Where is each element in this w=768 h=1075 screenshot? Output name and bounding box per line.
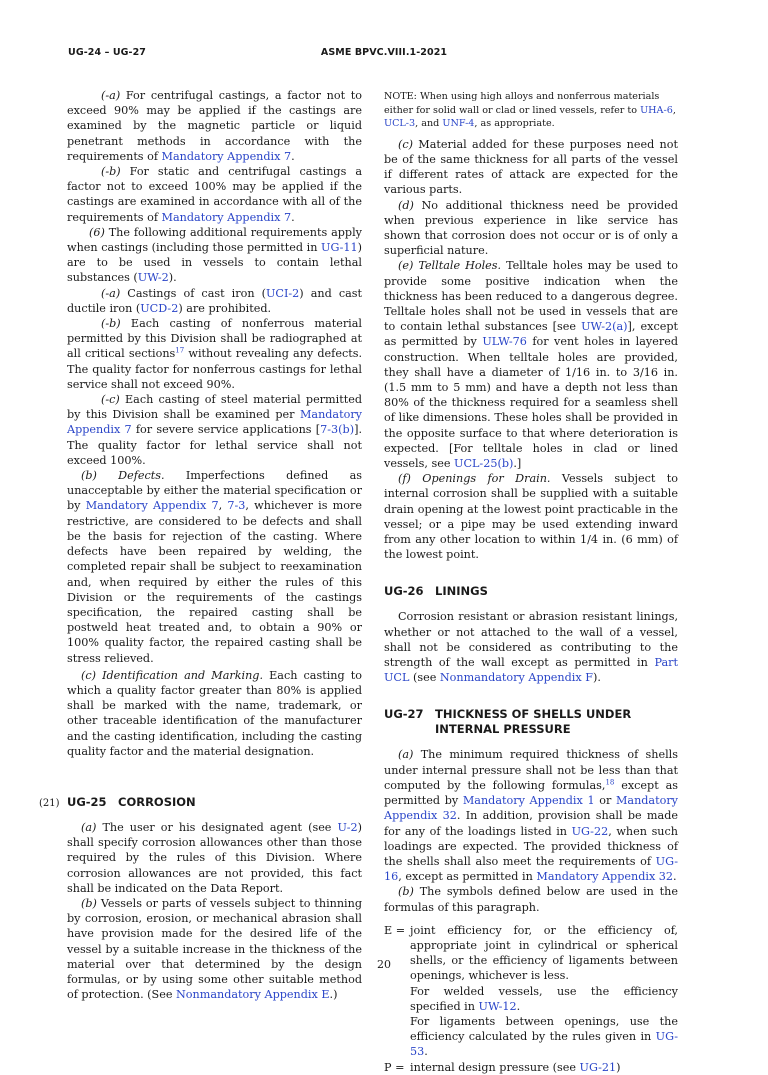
link-ug-22[interactable]: UG-22 (571, 824, 609, 838)
paragraph: (a) The user or his designated agent (see U-2) shall specify corrosion allowances other than those required by the rules of this Division. Where corrosion allowances are not provided, this fact shall be indicated on the Data Report. (67, 820, 362, 895)
revision-mark: (21) (39, 797, 60, 809)
left-column (39, 88, 362, 1002)
symbol-definitions (384, 923, 678, 1075)
link-mandatory-appendix-7[interactable]: Mandatory Appendix 7 (161, 149, 292, 163)
fraction: 3/16 (632, 365, 658, 379)
link-7-3[interactable]: 7-3 (227, 499, 246, 513)
link-uci-2[interactable]: UCI-2 (265, 286, 300, 300)
paragraph: (-a) Castings of cast iron (UCI-2) and cast ductile iron (UCD-2) are prohibited. (67, 286, 362, 315)
link-ug-11[interactable]: UG-11 (321, 241, 358, 255)
footnote-ref-17[interactable]: 17 (175, 346, 185, 355)
section-heading-ug-27: UG-27 THICKNESS OF SHELLS UNDER INTERNAL PRESSURE (384, 707, 632, 737)
paragraph: (e) Telltale Holes. Telltale holes may be used to provide some positive indication when the thickness has been reduced to a dangerous degree. Telltale holes shall not be used in vessels that are to contain lethal substances [see UW-2(a)], except as permitted by ULW-76 for vent holes in layered construction. When telltale holes are provided, they shall have a diameter of 1/16 in. to 3/16 in. (1.5 mm to 5 mm) and have a depth not less than 80% of the thickness required for a seamless shell of like dimensions. These holes shall be provided in the opposite surface to that where deterioration is expected. [For telltale holes in clad or lined vessels, see UCL-25(b).] (384, 259, 679, 471)
link-nonmandatory-appendix-e[interactable]: Nonmandatory Appendix E (176, 988, 330, 1002)
link-ug-21[interactable]: UG-21 (579, 1060, 617, 1074)
paragraph: (c) Identification and Marking. Each casting to which a quality factor greater than 80% is applied shall be marked with the name, trademark, or other traceable identification of the manufacturer and the casting identification, including the casting quality factor and the material designation. (67, 668, 362, 758)
link-uha-6[interactable]: UHA-6 (640, 104, 673, 116)
paragraph: (-b) Each casting of nonferrous material permitted by this Division shall be radiographed at all critical sections$^{17}$ without revealing any defects. The quality factor for nonferrous castings for lethal service shall not exceed 90%. (67, 317, 362, 391)
link-7-3b[interactable]: 7-3(b) (320, 423, 355, 437)
section-heading-ug-25: (21) UG-25 CORROSION (39, 794, 196, 809)
symbol-e-welded: For welded vessels, use the efficiency specified in UW-12. (410, 984, 678, 1013)
symbol-e: E = joint efficiency for, or the efficiency of, appropriate joint in cylindrical or spherical shells, or the efficiency of ligaments between openings, whichever is less. (384, 923, 678, 983)
link-uw-2a[interactable]: UW-2(a) (581, 320, 628, 334)
link-mandatory-appendix-1[interactable]: Mandatory Appendix 1 (462, 794, 595, 808)
link-uw-12[interactable]: UW-12 (478, 999, 517, 1013)
paragraph: (-c) Each casting of steel material permitted by this Division shall be examined per Mandatory Appendix 7 for severe service applications [7-3(b)]. The quality factor for lethal service shall not exceed 100%. (67, 393, 362, 467)
paragraph: (c) Material added for these purposes need not be of the same thickness for all parts of the vessel if different rates of attack are expected for the various parts. (384, 137, 678, 197)
link-mandatory-appendix-7[interactable]: Mandatory Appendix 7 (85, 499, 219, 513)
link-ulw-76[interactable]: ULW-76 (482, 335, 527, 349)
link-ucd-2[interactable]: UCD-2 (140, 301, 179, 315)
fraction: 1/4 (580, 533, 599, 547)
link-u-2[interactable]: U-2 (337, 820, 358, 834)
link-mandatory-appendix-7[interactable]: Mandatory Appendix 7 (161, 210, 292, 224)
symbol-p: P = internal design pressure (see UG-21) (384, 1060, 621, 1074)
link-part-ucl[interactable]: Part UCL (384, 656, 678, 685)
paragraph: (-a) For centrifugal castings, a factor not to exceed 90% may be applied if the castings are examined by the magnetic particle or liquid penetrant methods in accordance with the requirements of Mandatory Appendix 7. (67, 89, 362, 163)
link-mandatory-appendix-32[interactable]: Mandatory Appendix 32 (384, 794, 678, 823)
paragraph: (-b) For static and centrifugal castings a factor not to exceed 100% may be applied if the castings are examined in accordance with all of the requirements of Mandatory Appendix 7. (67, 165, 362, 224)
footnote-ref-18[interactable]: 18 (605, 778, 615, 787)
link-mandatory-appendix-32[interactable]: Mandatory Appendix 32 (536, 870, 674, 884)
link-ucl-3[interactable]: UCL-3 (384, 118, 416, 130)
link-ug-53[interactable]: UG-53 (410, 1030, 678, 1059)
link-ug-16[interactable]: UG-16 (384, 854, 678, 884)
link-uw-2[interactable]: UW-2 (137, 271, 169, 285)
symbol-e-ligaments: For ligaments between openings, use the efficiency calculated by the rules given in UG-53. (410, 1014, 678, 1059)
link-nonmandatory-appendix-f[interactable]: Nonmandatory Appendix F (439, 671, 593, 685)
running-header-section: UG-24 – UG-27 (68, 47, 147, 58)
paragraph: (a) The minimum required thickness of shells under internal pressure shall not be less than that computed by the following formulas,$^{18}$ except as permitted by Mandatory Appendix 1 or Mandatory Appendix 32. In addition, provision shall be made for any of the loadings listed in UG-22, when such loadings are expected. The provided thickness of the shells shall also meet the requirements of UG-16, except as permitted in Mandatory Appendix 32. (384, 748, 678, 884)
running-header-title: ASME BPVC.VIII.1-2021 (320, 47, 448, 58)
paragraph: (b) The symbols defined below are used in the formulas of this paragraph. (384, 885, 678, 914)
link-ucl-25b[interactable]: UCL-25(b) (454, 457, 514, 471)
paragraph: (f) Openings for Drain. Vessels subject to internal corrosion shall be supplied with a suitable drain opening at the lowest point practicable in the vessel; or a pipe may be used extending inward from any other location to within 1/4 in. (6 mm) of the lowest point. (384, 472, 679, 562)
link-unf-4[interactable]: UNF-4 (442, 118, 475, 130)
paragraph: (6) The following additional requirements apply when castings (including those permitted in UG-11) are to be used in vessels to contain lethal substances (UW-2). (67, 225, 362, 285)
section-heading-ug-26: UG-26 LININGS (384, 584, 488, 599)
right-column (384, 90, 678, 1075)
fraction: 1/16 (565, 365, 591, 379)
paragraph: (b) Vessels or parts of vessels subject to thinning by corrosion, erosion, or mechanical abrasion shall have provision made for the desired life of the vessel by a suitable increase in the thickness of the material over that determined by the design formulas, or by using some other suitable method of protection. (See Nonmandatory Appendix E.) (67, 896, 362, 1002)
paragraph: (d) No additional thickness need be provided when previous experience in like service has shown that corrosion does not occur or is of only a superficial nature. (384, 198, 678, 258)
page-number: 20 (377, 958, 391, 971)
note: NOTE: When using high alloys and nonferrous materials either for solid wall or clad or lined vessels, refer to UHA-6, UCL-3, and UNF-4, as appropriate. (384, 91, 676, 130)
paragraph: Corrosion resistant or abrasion resistant linings, whether or not attached to the wall of a vessel, shall not be considered as contributing to the strength of the wall except as permitted in Part UCL (see Nonmandatory Appendix F). (384, 610, 678, 685)
link-mandatory-appendix-7[interactable]: Mandatory Appendix 7 (67, 408, 362, 437)
paragraph: (b) Defects. Imperfections defined as unacceptable by either the material specification or by Mandatory Appendix 7, 7-3, whichever is more restrictive, are considered to be defects and shall be the basis for rejection of the casting. Where defects have been repaired by welding, the completed repair shall be subject to reexamination and, when required by either the rules of this Division or the requirements of the castings specification, the repaired casting shall be postweld heat treated and, to obtain a 90% or 100% quality factor, the repaired casting shall be stress relieved. (67, 469, 362, 665)
